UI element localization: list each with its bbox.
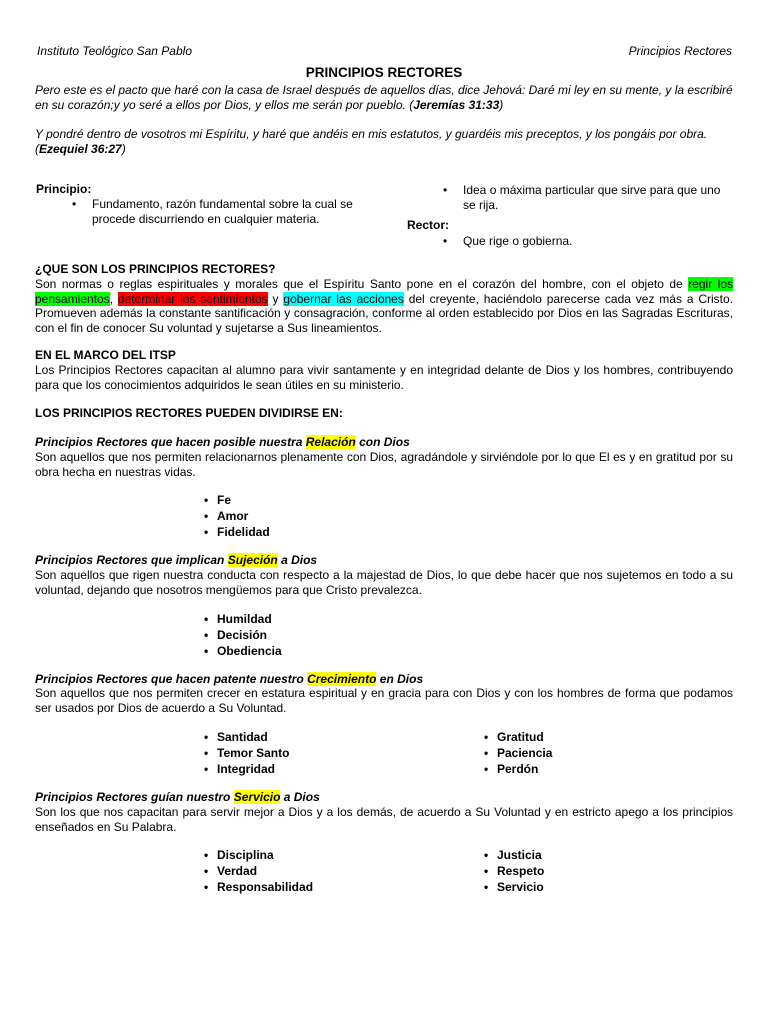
marco-heading: EN EL MARCO DEL ITSP xyxy=(35,348,176,362)
bullet: • xyxy=(443,234,448,248)
section-heading-text: Principios Rectores que implican xyxy=(35,553,228,567)
highlight-gobernar: gobernar las acciones xyxy=(283,291,404,306)
highlight-determinar: determinar los sentimientos xyxy=(117,291,268,306)
list-item: • Decisión xyxy=(203,627,282,643)
principio-definition-text: Idea o máxima particular que sirve para que uno se rija. xyxy=(463,183,721,212)
marco-paragraph: Los Principios Rectores capacitan al alumno para vivir santamente y en integridad delante de Dios y los hombres, contribuyendo para que los conocimientos adquiridos le sean útiles en su ministerio. xyxy=(35,363,733,392)
section-sujecion-list xyxy=(203,611,282,659)
quote-ezequiel xyxy=(35,127,733,156)
list-item: • Fidelidad xyxy=(203,524,270,540)
quote-jeremias-text: Pero este es el pacto que haré con la casa de Israel después de aquellos días, dice Jehová: Daré mi ley en su mente, y la escribiré en su corazón;y yo seré a ellos por Dios, y ellos me serán por pueblo. ( xyxy=(35,83,733,112)
que-son-text-end: del creyente, haciéndolo parecerse cada vez más a Cristo. Promueven además la constante santificación y consagración, conforme al orden establecido por Dios en las Sagradas Escrituras, con el fin de conocer Su voluntad y sujetarse a Sus lineamientos. xyxy=(35,291,734,335)
section-servicio-text: Son los que nos capacitan para servir mejor a Dios y a los demás, de acuerdo a Su Voluntad y en estricto apego a los principios enseñados en Su Palabra. xyxy=(35,805,733,834)
list-item: • Humildad xyxy=(203,611,282,627)
section-servicio-list-left xyxy=(203,847,313,895)
header-institute: Instituto Teológico San Pablo xyxy=(37,44,192,58)
list-item: • Fe xyxy=(203,492,270,508)
section-crecimiento-text: Son aquellos que nos permiten crecer en estatura espiritual y en gracia para con Dios y con los hombres de forma que podamos ser usados por Dios de acuerdo a Su Voluntad. xyxy=(35,686,733,715)
list-item: • Paciencia xyxy=(483,745,552,761)
list-item: • Temor Santo xyxy=(203,745,289,761)
list-item: • Justicia xyxy=(483,847,544,863)
highlight-sujecion: Sujeción xyxy=(227,553,278,567)
list-item: • Santidad xyxy=(203,729,289,745)
section-relacion-text: Son aquellos que nos permiten relacionarnos plenamente con Dios, agradándole y sirviéndole por lo que El es y en gratitud por su obra hecha en nuestras vidas. xyxy=(35,450,733,479)
quote-ezequiel-text: Y pondré dentro de vosotros mi Espíritu, y haré que andéis en mis estatutos, y guardéis mis preceptos, y los pongáis por obra. ( xyxy=(35,127,708,156)
section-crecimiento-list-right xyxy=(483,729,552,777)
section-heading-text: a Dios xyxy=(280,790,320,804)
rector-definition xyxy=(435,234,735,249)
list-item: • Amor xyxy=(203,508,270,524)
section-relacion-list xyxy=(203,492,270,540)
section-sujecion-text: Son aquellos que rigen nuestra conducta con respecto a la majestad de Dios, lo que debe hacer que nos sujetemos en todo a su voluntad, dejando que nosotros mengüemos para que Cristo prevalezca. xyxy=(35,568,733,597)
principio-definition-1 xyxy=(64,197,364,226)
list-item: • Integridad xyxy=(203,761,289,777)
highlight-regir: regir los pensamientos xyxy=(35,277,734,306)
list-item: • Servicio xyxy=(483,879,544,895)
section-heading-text: con Dios xyxy=(355,435,410,449)
quote-ezequiel-close: ) xyxy=(121,141,126,156)
que-son-paragraph xyxy=(35,277,733,335)
section-heading-text: en Dios xyxy=(376,672,424,686)
rector-definition-text: Que rige o gobierna. xyxy=(463,234,573,248)
list-item: • Respeto xyxy=(483,863,544,879)
bullet: • xyxy=(443,183,448,197)
que-son-text: Son normas o reglas espirituales y morales que el Espíritu Santo pone en el corazón del hombre, con el objeto de xyxy=(35,277,689,291)
list-item: • Responsabilidad xyxy=(203,879,313,895)
highlight-crecimiento: Crecimiento xyxy=(307,672,377,686)
section-servicio-list-right xyxy=(483,847,544,895)
section-sujecion-heading xyxy=(35,553,733,568)
bullet: • xyxy=(72,197,77,211)
quote-jeremias-close: ) xyxy=(499,97,504,112)
section-heading-text: a Dios xyxy=(277,553,318,567)
section-crecimiento-list-left xyxy=(203,729,289,777)
principio-definition-text: Fundamento, razón fundamental sobre la cual se procede discurriendo en cualquier materia. xyxy=(92,197,353,226)
quote-jeremias xyxy=(35,83,733,112)
highlight-servicio: Servicio xyxy=(233,790,281,804)
rector-label: Rector: xyxy=(407,218,450,232)
dividir-heading: LOS PRINCIPIOS RECTORES PUEDEN DIVIDIRSE EN: xyxy=(35,406,343,420)
list-item: • Gratitud xyxy=(483,729,552,745)
highlight-relacion: Relación xyxy=(305,435,356,449)
section-heading-text: Principios Rectores guían nuestro xyxy=(35,790,234,804)
principio-definition-2 xyxy=(435,183,735,212)
que-son-separator: , xyxy=(109,291,118,306)
section-crecimiento-heading xyxy=(35,672,733,687)
list-item: • Disciplina xyxy=(203,847,313,863)
que-son-separator: y xyxy=(267,291,284,306)
section-heading-text: Principios Rectores que hacen patente nuestro xyxy=(35,672,308,686)
section-relacion-heading xyxy=(35,435,733,450)
list-item: • Obediencia xyxy=(203,643,282,659)
list-item: • Perdón xyxy=(483,761,552,777)
quote-jeremias-ref: Jeremías 31:33 xyxy=(413,97,500,112)
page-title: PRINCIPIOS RECTORES xyxy=(305,65,463,80)
section-servicio-heading xyxy=(35,790,733,805)
principio-label: Principio: xyxy=(36,182,92,196)
section-heading-text: Principios Rectores que hacen posible nuestra xyxy=(35,435,306,449)
quote-ezequiel-ref: Ezequiel 36:27 xyxy=(39,141,122,156)
header-document-name: Principios Rectores xyxy=(628,44,732,58)
list-item: • Verdad xyxy=(203,863,313,879)
que-son-heading: ¿QUE SON LOS PRINCIPIOS RECTORES? xyxy=(35,262,276,276)
